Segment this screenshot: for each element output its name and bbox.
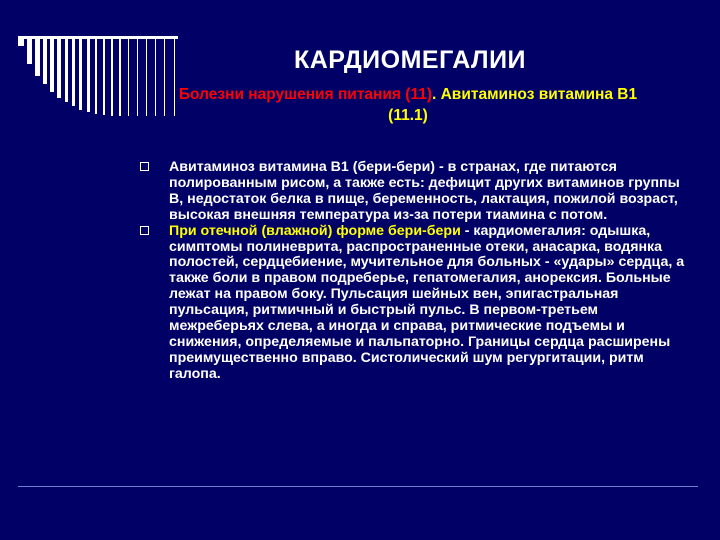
decorative-stripes [18,36,188,116]
subtitle-category: Болезни нарушения питания (11) [178,86,432,103]
bullet-item [140,224,685,383]
bullet-item [140,160,685,224]
hollow-square-icon [140,162,149,171]
decorative-bottom-line [18,486,698,487]
slide-body [140,160,685,383]
bullet-text: - кардиомегалия: одышка, симптомы полиневрита, распространенные отеки, анасарка, водянка полостей, сердцебиение, мучительное для больных - «удары» сердца, а также боли в правом подреберье, гепатомегалия, анорексия. Больные лежат на правом боку. Пульсация шейных вен, эпигастральная пульсация, ритмичный и быстрый пульс. В первом-третьем межреберьях слева, а иногда и справа, ритмические подъемы и снижения, определяемые и пальпаторно. Границы сердца расширены преимущественно вправо. Систолический шум регургитации, ритм галопа. [169,222,685,382]
hollow-square-icon [140,226,149,235]
bullet-text: Авитаминоз витамина В1 (бери-бери) - в странах, где питаются полированным рисом, а также есть: дефицит других витаминов группы В, недостаток белка в пище, беременность, лактация, пожилой возраст, высокая внешняя температура из-за потери тиамина с потом. [169,159,680,223]
subtitle-topic: . Авитаминоз витамина В1 (11.1) [388,86,638,124]
bullet-highlight: При отечной (влажной) форме бери-бери [169,222,461,239]
slide-title: КАРДИОМЕГАЛИИ [293,46,527,74]
slide-subtitle [168,84,648,126]
